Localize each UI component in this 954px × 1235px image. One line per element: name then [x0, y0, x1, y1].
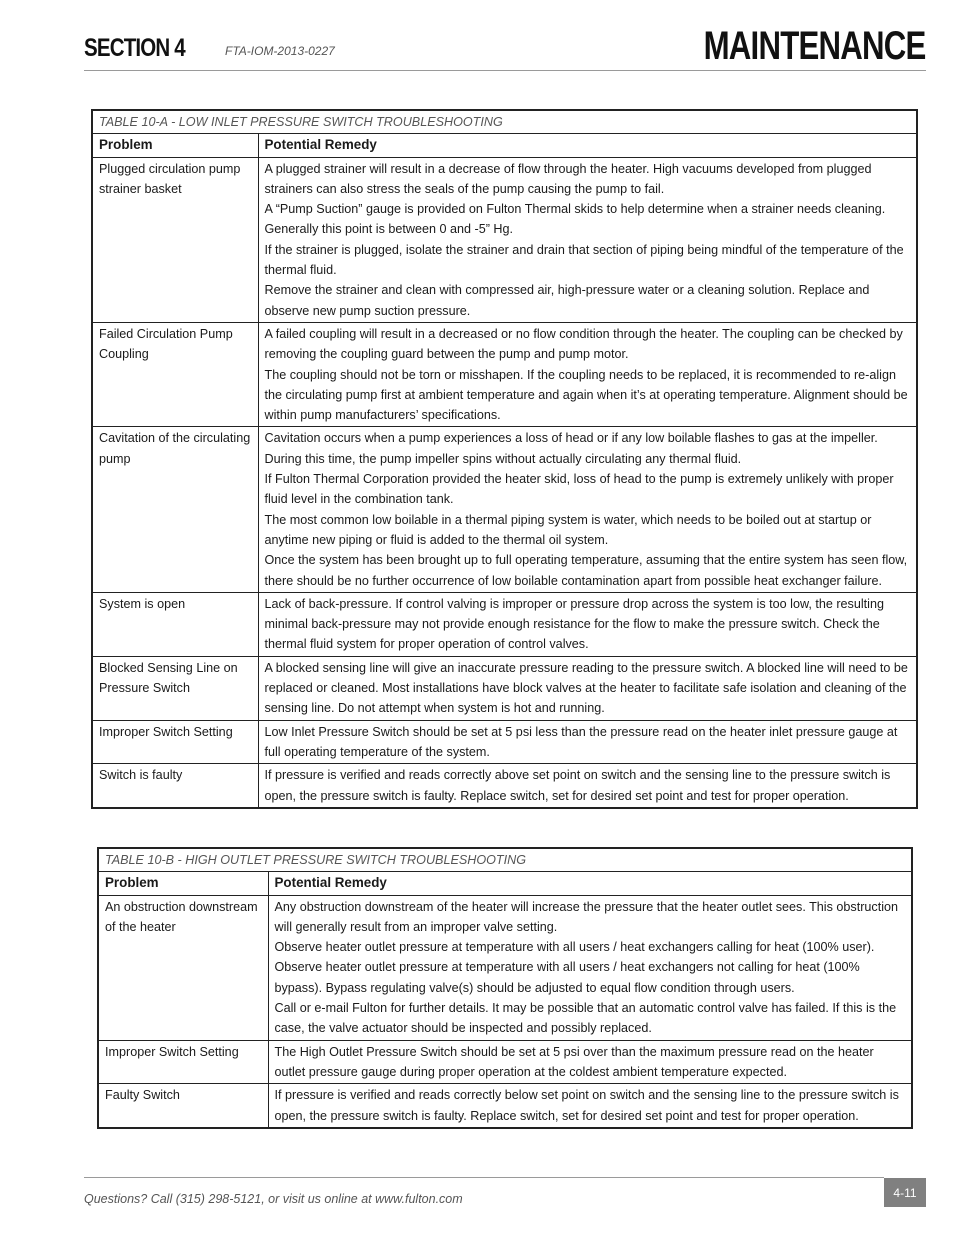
section-label: SECTION 4 [84, 34, 185, 62]
remedy-cell [268, 1040, 912, 1084]
table-caption: TABLE 10-A - LOW INLET PRESSURE SWITCH TROUBLESHOOTING [92, 110, 917, 134]
column-header-problem: Problem [98, 872, 268, 895]
remedy-cell [268, 895, 912, 1040]
remedy-cell [268, 1084, 912, 1128]
remedy-paragraph: Cavitation occurs when a pump experiences a loss of head or if any low boilable flashes to gas at the impeller. During this time, the pump impeller spins without actually circulating any thermal fluid. [264, 431, 878, 466]
remedy-paragraph: The High Outlet Pressure Switch should be set at 5 psi over than the maximum pressure read on the heater outlet pressure gauge during proper operation at the coldest ambient temperature expected. [274, 1044, 874, 1079]
table-row [98, 895, 912, 1040]
remedy-cell [258, 656, 917, 720]
remedy-paragraph: The most common low boilable in a thermal piping system is water, which needs to be boiled out at startup or anytime new piping or fluid is added to the thermal oil system. [264, 512, 872, 547]
remedy-paragraph: A failed coupling will result in a decreased or no flow condition through the heater. The coupling can be checked by removing the coupling guard between the pump and pump motor. [264, 326, 903, 362]
remedy-paragraph: A “Pump Suction” gauge is provided on Fulton Thermal skids to help determine when a strainer needs cleaning. Generally this point is between 0 and -5” Hg. [264, 202, 886, 237]
remedy-paragraph: If pressure is verified and reads correctly above set point on switch and the sensing line to the pressure switch is open, the pressure switch is faulty. Replace switch, set for desired set point and test for proper operation. [264, 768, 891, 803]
document-id: FTA-IOM-2013-0227 [225, 44, 335, 58]
footer-contact-text: Questions? Call (315) 298-5121, or visit us online at www.fulton.com [84, 1192, 463, 1206]
remedy-paragraph: Observe heater outlet pressure at temperature with all users / heat exchangers not calling for heat (100% bypass). Bypass regulating valve(s) should be adjusted to equal flow condition through users. [274, 960, 860, 995]
table-row [92, 592, 917, 656]
remedy-paragraph: Call or e-mail Fulton for further details. It may be possible that an automatic control valve has failed. If this is the case, the valve actuator should be inspected and possibly replaced. [274, 1001, 897, 1036]
problem-cell: Blocked Sensing Line on Pressure Switch [92, 656, 258, 720]
remedy-paragraph: Once the system has been brought up to full operating temperature, assuming that the entire system has seen flow, there should be no further occurrence of low boilable contamination apart from possible heat exchanger failure. [264, 553, 908, 588]
remedy-paragraph: If Fulton Thermal Corporation provided the heater skid, loss of head to the pump is extremely unlikely with proper fluid level in the combination tank. [264, 472, 894, 507]
remedy-cell [258, 427, 917, 592]
problem-cell: System is open [92, 592, 258, 656]
remedy-cell [258, 764, 917, 808]
table-row [92, 764, 917, 808]
table-row [92, 656, 917, 720]
remedy-cell [258, 157, 917, 322]
page-number: 4-11 [884, 1178, 926, 1207]
remedy-paragraph: The coupling should not be torn or misshapen. If the coupling needs to be replaced, it is recommended to re-align the circulating pump first at ambient temperature and again when it’s at operating temperature. Alignment should be within pump manufacturers’ specifications. [264, 367, 908, 423]
remedy-cell [258, 322, 917, 426]
remedy-paragraph: Lack of back-pressure. If control valving is improper or pressure drop across the system is too low, the resulting minimal back-pressure may not provide enough resistance for the flow to make the pressure switch. Check the thermal fluid system for proper operation of control valves. [264, 596, 884, 652]
low-inlet-pressure-table [91, 109, 918, 809]
high-outlet-pressure-table [97, 847, 913, 1129]
remedy-paragraph: A blocked sensing line will give an inaccurate pressure reading to the pressure switch. A blocked line will need to be replaced or cleaned. Most installations have block valves at the heater to facilitate safe isolation and cleaning of the sensing line. Do not attempt when system is hot and running. [264, 660, 908, 716]
problem-cell: Failed Circulation Pump Coupling [92, 322, 258, 426]
problem-cell: An obstruction downstream of the heater [98, 895, 268, 1040]
remedy-paragraph: Any obstruction downstream of the heater will increase the pressure that the heater outlet sees. This obstruction will generally result from an improper valve setting. [274, 899, 898, 934]
problem-cell: Switch is faulty [92, 764, 258, 808]
table-caption: TABLE 10-B - HIGH OUTLET PRESSURE SWITCH TROUBLESHOOTING [98, 848, 912, 872]
remedy-paragraph: If pressure is verified and reads correctly below set point on switch and the sensing line to the pressure switch is open, the pressure switch is faulty. Replace switch, set for desired set point and test for proper operation. [274, 1088, 899, 1123]
column-header-remedy: Potential Remedy [258, 134, 917, 157]
problem-cell: Faulty Switch [98, 1084, 268, 1128]
table-row [92, 427, 917, 592]
table-row [92, 720, 917, 764]
table-row [98, 1084, 912, 1128]
table-row [92, 322, 917, 426]
column-header-remedy: Potential Remedy [268, 872, 912, 895]
footer-divider [84, 1177, 884, 1178]
page-title: MAINTENANCE [704, 24, 926, 68]
remedy-paragraph: Low Inlet Pressure Switch should be set at 5 psi less than the pressure read on the heater inlet pressure gauge at full operating temperature of the system. [264, 724, 898, 759]
remedy-paragraph: Observe heater outlet pressure at temperature with all users / heat exchangers calling for heat (100% user). [274, 940, 875, 955]
problem-cell: Improper Switch Setting [92, 720, 258, 764]
page-header [84, 22, 926, 71]
remedy-paragraph: Remove the strainer and clean with compressed air, high-pressure water or a cleaning solution. Replace and observe new pump suction pressure. [264, 283, 870, 318]
problem-cell: Cavitation of the circulating pump [92, 427, 258, 592]
table-row [98, 1040, 912, 1084]
problem-cell: Plugged circulation pump strainer basket [92, 157, 258, 322]
remedy-cell [258, 720, 917, 764]
remedy-cell [258, 592, 917, 656]
table-row [92, 157, 917, 322]
remedy-paragraph: A plugged strainer will result in a decrease of flow through the heater. High vacuums developed from plugged strainers can also stress the seals of the pump causing the pump to fail. [264, 161, 872, 196]
problem-cell: Improper Switch Setting [98, 1040, 268, 1084]
remedy-paragraph: If the strainer is plugged, isolate the strainer and drain that section of piping being mindful of the temperature of the thermal fluid. [264, 242, 904, 278]
column-header-problem: Problem [92, 134, 258, 157]
